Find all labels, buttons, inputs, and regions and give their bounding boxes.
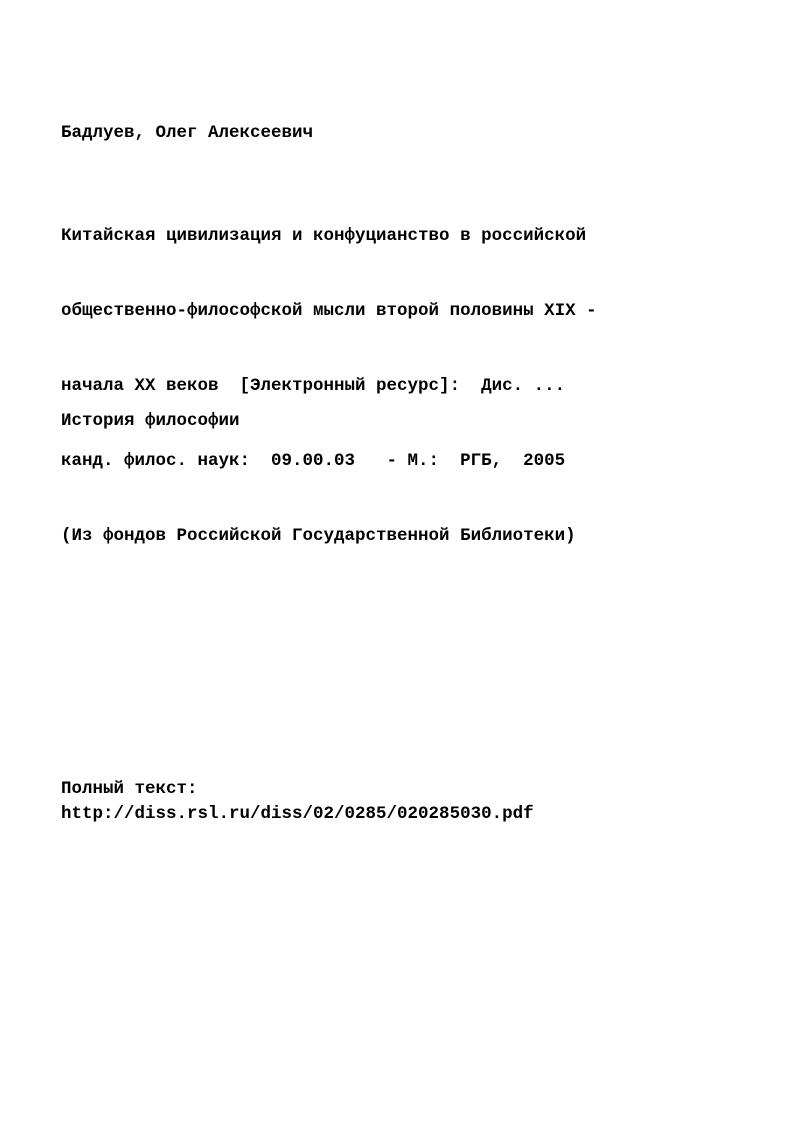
- title-line: канд. филос. наук: 09.00.03 - М.: РГБ, 2005: [61, 451, 566, 471]
- author-name: Бадлуев, Олег Алексеевич: [61, 123, 314, 143]
- title-line: начала XX веков [Электронный ресурс]: Дис. ...: [61, 376, 566, 396]
- title-line: общественно-философской мысли второй половины XIX -: [61, 301, 597, 321]
- fulltext-link[interactable]: http://diss.rsl.ru/diss/02/0285/020285030.pdf: [61, 804, 534, 824]
- bibliographic-description: [61, 174, 597, 574]
- subject-category: История философии: [61, 411, 240, 431]
- title-line: Китайская цивилизация и конфуцианство в российской: [61, 226, 587, 246]
- fulltext-label: Полный текст:: [61, 779, 198, 799]
- source-note: (Из фондов Российской Государственной Библиотеки): [61, 526, 576, 546]
